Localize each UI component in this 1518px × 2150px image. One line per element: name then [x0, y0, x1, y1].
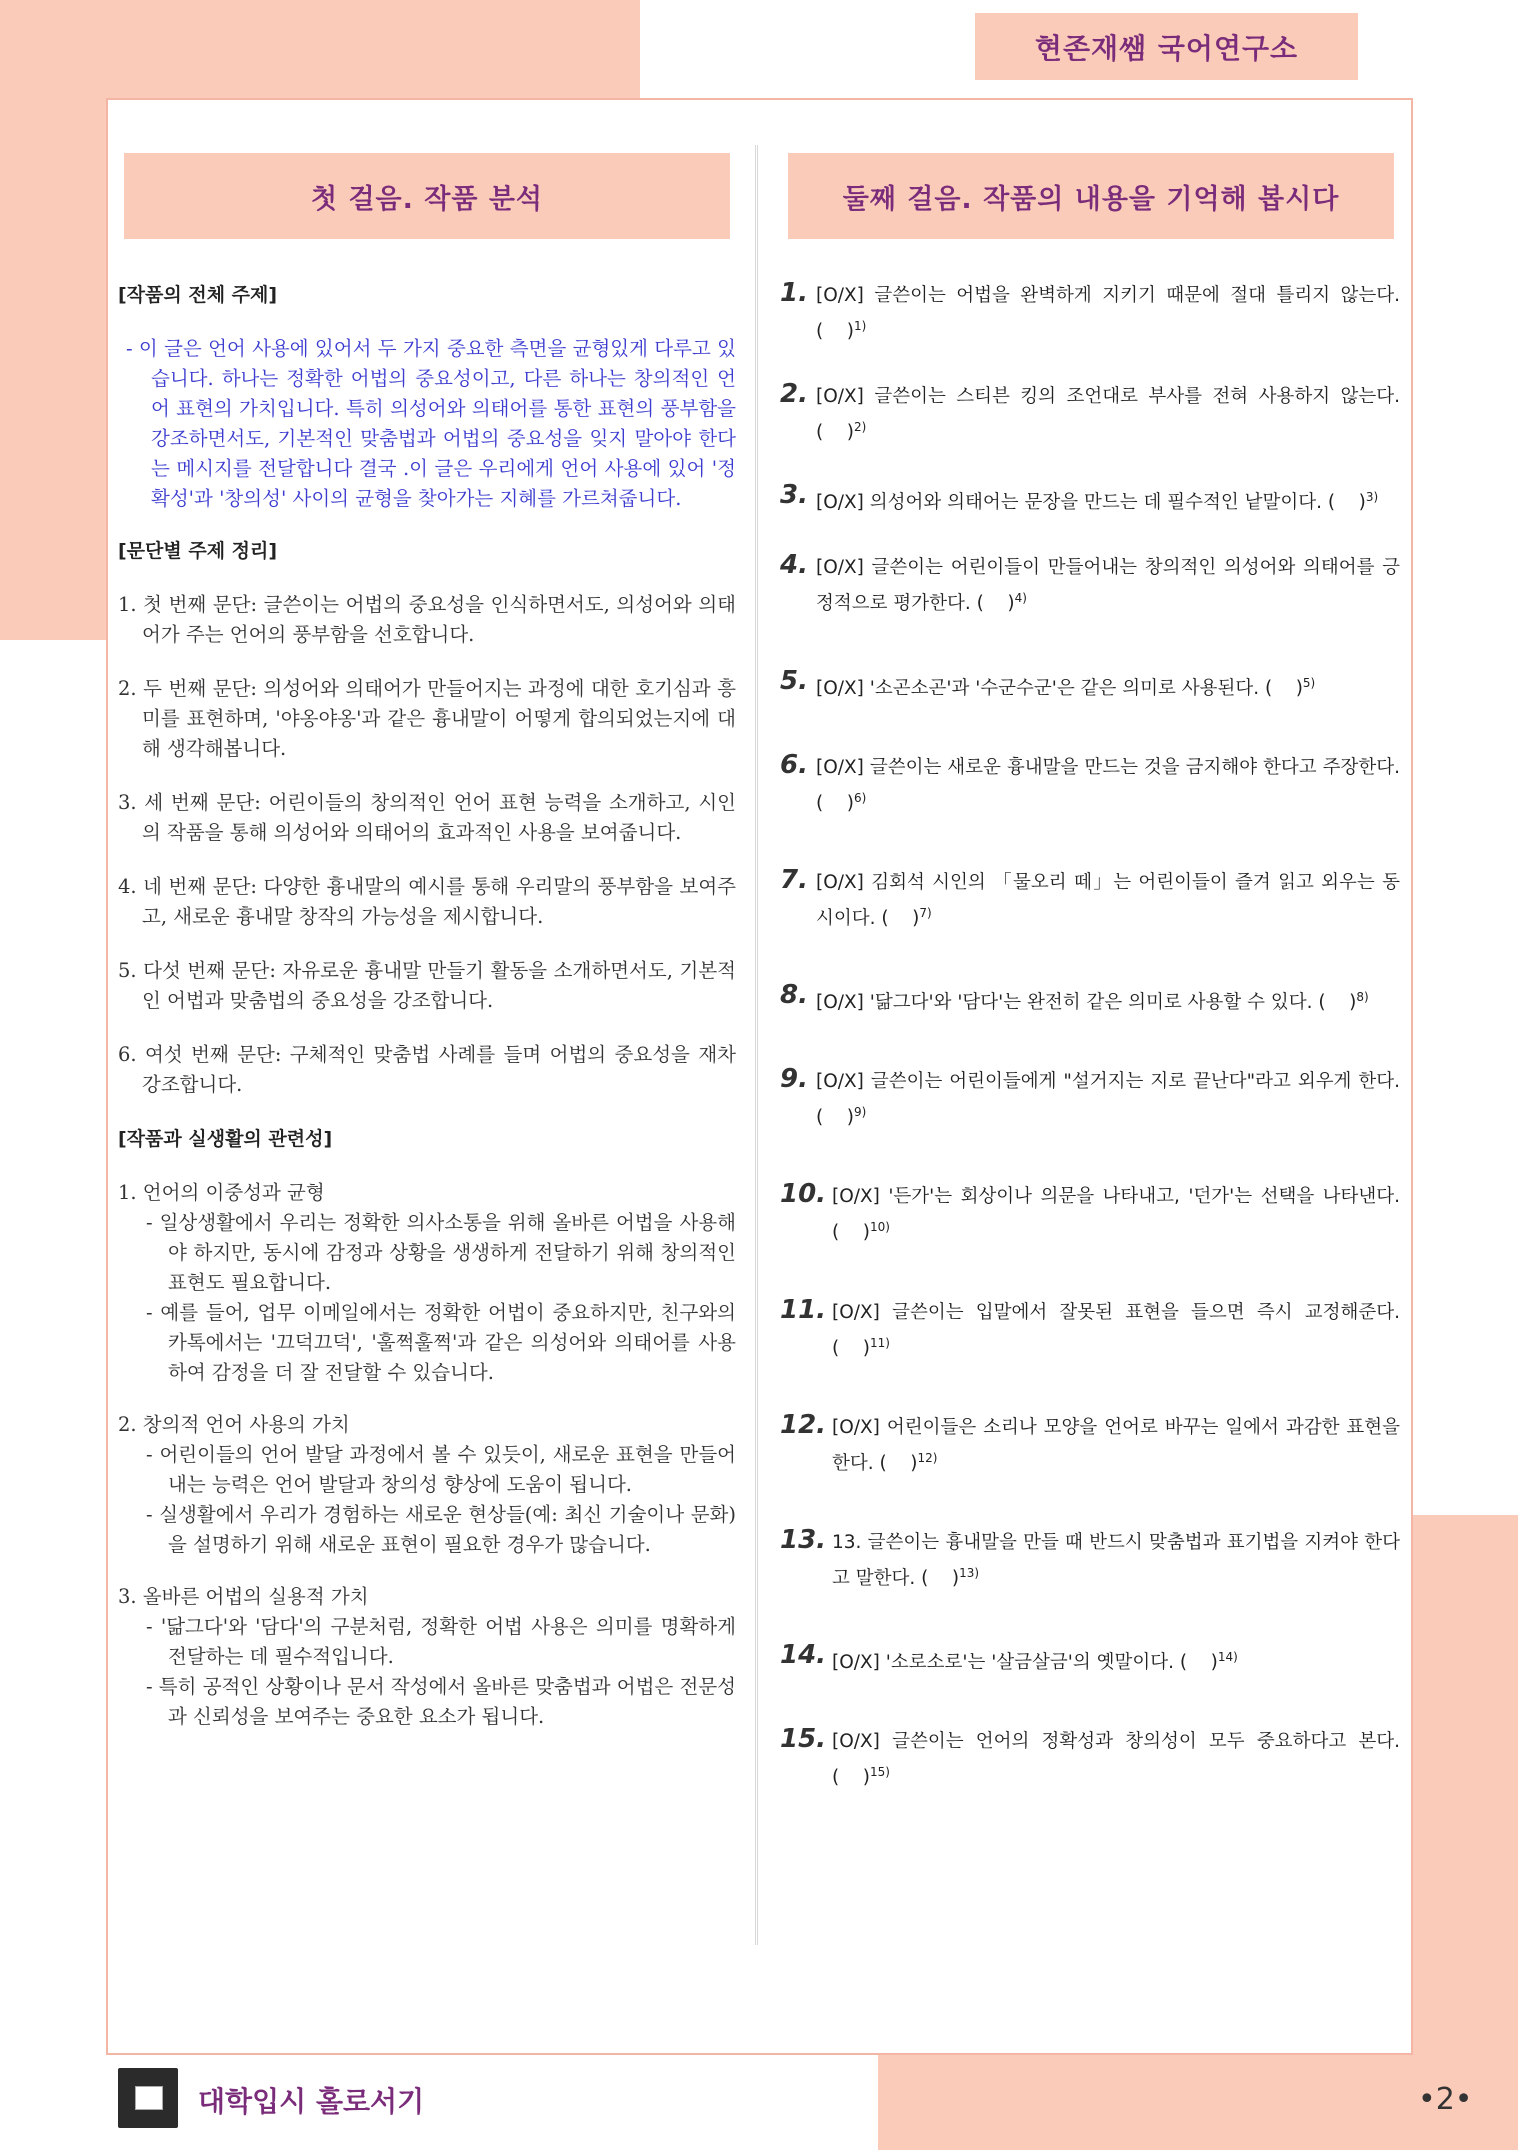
- quiz-item: 12. [O/X] 어린이들은 소리나 모양을 언어로 바꾸는 일에서 과감한 표현을 한다. ( )$^{12)}$: [780, 1409, 1400, 1474]
- real-life-detail: - 특히 공적인 상황이나 문서 작성에서 올바른 맞춤법과 어법은 전문성과 신뢰성을 보여주는 중요한 요소가 됩니다.: [146, 1675, 736, 1728]
- real-life-title: [작품과 실생활의 관련성]: [118, 1128, 333, 1150]
- quiz-item: 7. [O/X] 김회석 시인의 「물오리 떼」는 어린이들이 즐겨 읽고 외우는 동시이다. ( )$^{7)}$: [780, 864, 1400, 930]
- logo-icon: [118, 2068, 178, 2128]
- header-tag: 현존재쌤 국어연구소: [975, 13, 1358, 80]
- logo-mark: [135, 2086, 163, 2110]
- left-column-heading: 첫 걸음. 작품 분석: [124, 153, 730, 239]
- page-number: •2•: [1418, 2082, 1473, 2117]
- paragraph-summary-title: [문단별 주제 정리]: [118, 540, 278, 562]
- paragraph-summary-item: 2. 두 번째 문단: 의성어와 의태어가 만들어지는 과정에 대한 호기심과 흥미를 표현하며, '야옹야옹'과 같은 흉내말이 어떻게 합의되었는지에 대해 생각해봅니다.: [118, 677, 736, 760]
- quiz-item: 8. [O/X] '닮그다'와 '담다'는 완전히 같은 의미로 사용할 수 있다. ( )$^{8)}$: [780, 980, 1369, 1014]
- real-life-point: 1. 언어의 이중성과 균형: [118, 1181, 325, 1204]
- quiz-column: [780, 280, 1400, 1793]
- real-life-detail: - 일상생활에서 우리는 정확한 의사소통을 위해 올바른 어법을 사용해야 하지만, 동시에 감정과 상황을 생생하게 전달하기 위해 창의적인 표현도 필요합니다.: [146, 1211, 736, 1294]
- quiz-item: 6. [O/X] 글쓴이는 새로운 흉내말을 만드는 것을 금지해야 한다고 주장한다. ( )$^{6)}$: [780, 749, 1400, 814]
- decor-top-left: [0, 0, 640, 98]
- paragraph-summary-item: 1. 첫 번째 문단: 글쓴이는 어법의 중요성을 인식하면서도, 의성어와 의태어가 주는 언어의 풍부함을 선호합니다.: [118, 593, 736, 646]
- paragraph-summary-item: 6. 여섯 번째 문단: 구체적인 맞춤법 사례를 들며 어법의 중요성을 재차 강조합니다.: [118, 1043, 736, 1096]
- quiz-item: 1. [O/X] 글쓴이는 어법을 완벽하게 지키기 때문에 절대 틀리지 않는다. ( )$^{1)}$: [780, 278, 1400, 343]
- real-life-detail: - '닮그다'와 '담다'의 구분처럼, 정확한 어법 사용은 의미를 명확하게 전달하는 데 필수적입니다.: [146, 1615, 736, 1668]
- footer-title: 대학입시 홀로서기: [198, 2085, 425, 2118]
- quiz-item: 10. [O/X] '든가'는 회상이나 의문을 나타내고, '던가'는 선택을 나타낸다. ( )$^{10)}$: [780, 1179, 1400, 1244]
- quiz-item: 4. [O/X] 글쓴이는 어린이들이 만들어내는 창의적인 의성어와 의태어를 긍정적으로 평가한다. ( )$^{4)}$: [780, 550, 1400, 615]
- paragraph-summary-item: 5. 다섯 번째 문단: 자유로운 흉내말 만들기 활동을 소개하면서도, 기본적인 어법과 맞춤법의 중요성을 강조합니다.: [118, 959, 736, 1012]
- real-life-point: 2. 창의적 언어 사용의 가치: [118, 1413, 350, 1436]
- theme-text: - 이 글은 언어 사용에 있어서 두 가지 중요한 측면을 균형있게 다루고 있습니다. 하나는 정확한 어법의 중요성이고, 다른 하나는 창의적인 언어 표현의 가치입니다. 특히 의성어와 의태어를 통한 표현의 풍부함을 강조하면서도, 기본적인 맞춤법과 어법의 중요성을 잊지 말아야 한다는 메시지를 전달합니다 결국 .이 글은 우리에게 언어 사용에 있어 '정확성'과 '창의성' 사이의 균형을 찾아가는 지혜를 가르쳐줍니다.: [126, 337, 736, 510]
- quiz-item: 3. [O/X] 의성어와 의태어는 문장을 만드는 데 필수적인 낱말이다. ( )$^{3)}$: [780, 480, 1379, 514]
- real-life-detail: - 어린이들의 언어 발달 과정에서 볼 수 있듯이, 새로운 표현을 만들어내는 능력은 언어 발달과 창의성 향상에 도움이 됩니다.: [146, 1443, 736, 1496]
- analysis-column: [118, 280, 736, 1732]
- real-life-detail: - 예를 들어, 업무 이메일에서는 정확한 어법이 중요하지만, 친구와의 카톡에서는 '끄덕끄덕', '훌쩍훌쩍'과 같은 의성어와 의태어를 사용하여 감정을 더 잘 전달할 수 있습니다.: [146, 1301, 736, 1384]
- quiz-item: 9. [O/X] 글쓴이는 어린이들에게 "설거지는 지로 끝난다"라고 외우게 한다. ( )$^{9)}$: [780, 1064, 1400, 1129]
- right-column-heading: 둘째 걸음. 작품의 내용을 기억해 봅시다: [788, 153, 1394, 239]
- theme-title: [작품의 전체 주제]: [118, 284, 278, 306]
- paragraph-summary-item: 4. 네 번째 문단: 다양한 흉내말의 예시를 통해 우리말의 풍부함을 보여주고, 새로운 흉내말 창작의 가능성을 제시합니다.: [118, 875, 736, 928]
- quiz-item: 11. [O/X] 글쓴이는 입말에서 잘못된 표현을 들으면 즉시 교정해준다. ( )$^{11)}$: [780, 1294, 1400, 1359]
- quiz-item: 15. [O/X] 글쓴이는 언어의 정확성과 창의성이 모두 중요하다고 본다. ( )$^{15)}$: [780, 1724, 1400, 1789]
- quiz-item: 14. [O/X] '소로소로'는 '살금살금'의 옛말이다. ( )$^{14)}$: [780, 1640, 1238, 1674]
- real-life-point: 3. 올바른 어법의 실용적 가치: [118, 1585, 369, 1608]
- real-life-detail: - 실생활에서 우리가 경험하는 새로운 현상들(예: 최신 기술이나 문화)을 설명하기 위해 새로운 표현이 필요한 경우가 많습니다.: [146, 1503, 736, 1556]
- quiz-item: 13. 13. 글쓴이는 흉내말을 만들 때 반드시 맞춤법과 표기법을 지켜야 한다고 말한다. ( )$^{13)}$: [780, 1524, 1400, 1590]
- quiz-item: 5. [O/X] '소곤소곤'과 '수군수군'은 같은 의미로 사용된다. ( )$^{5)}$: [780, 665, 1316, 699]
- quiz-item: 2. [O/X] 글쓴이는 스티븐 킹의 조언대로 부사를 전혀 사용하지 않는다. ( )$^{2)}$: [780, 379, 1400, 444]
- paragraph-summary-item: 3. 세 번째 문단: 어린이들의 창의적인 언어 표현 능력을 소개하고, 시인의 작품을 통해 의성어와 의태어의 효과적인 사용을 보여줍니다.: [118, 791, 736, 844]
- decor-left: [0, 98, 106, 640]
- column-divider: [755, 145, 758, 1945]
